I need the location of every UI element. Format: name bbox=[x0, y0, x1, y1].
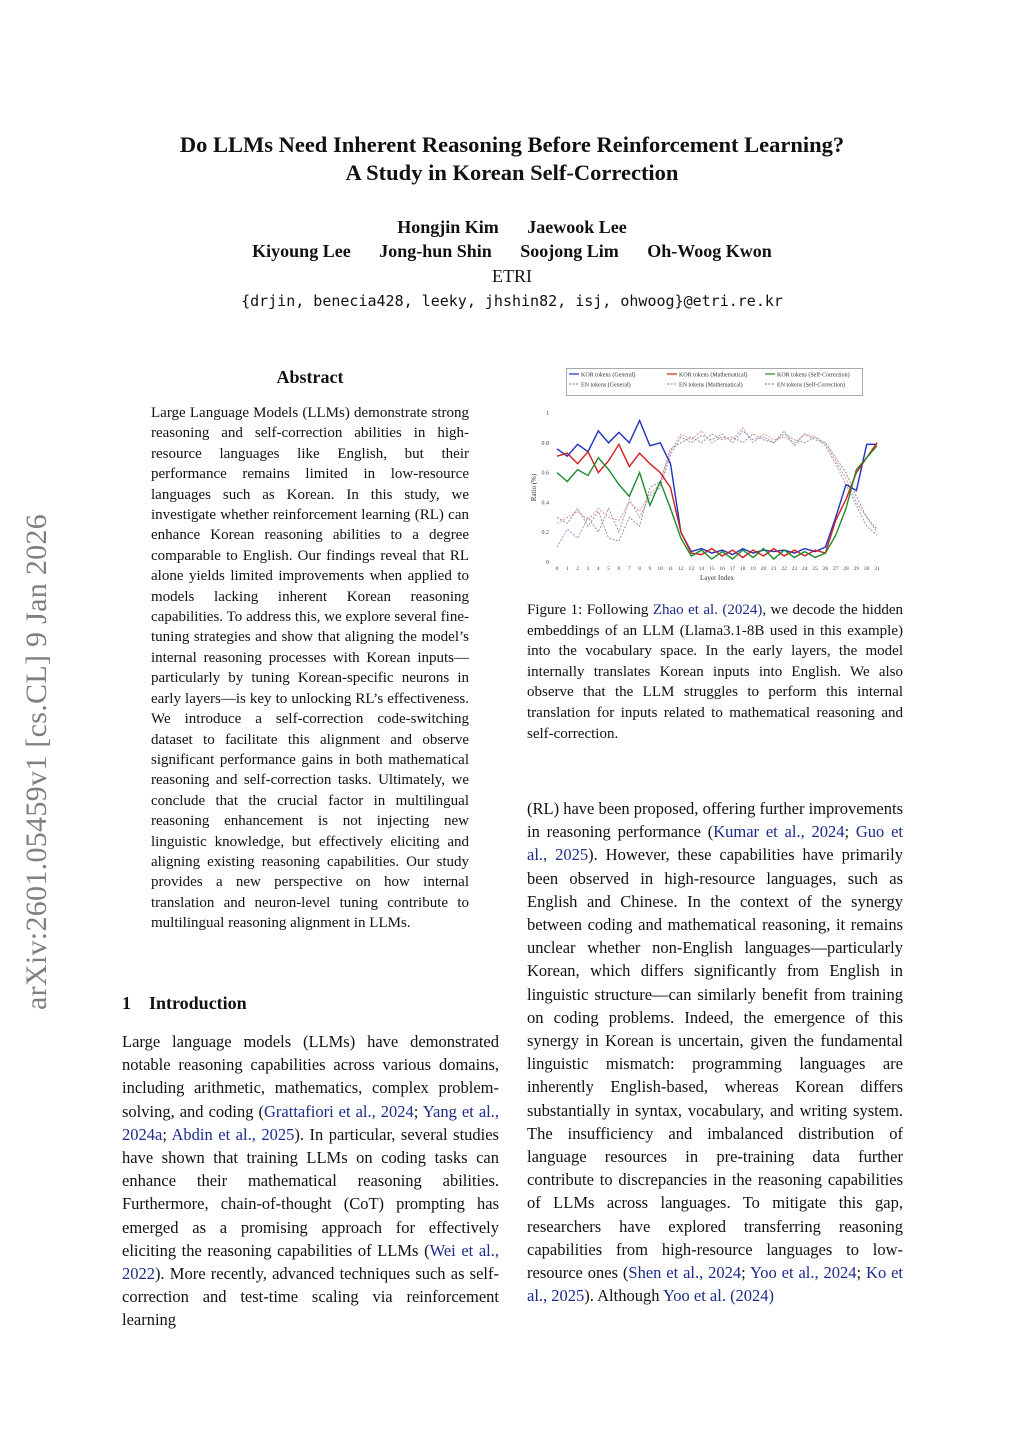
y-tick-label: 0.8 bbox=[541, 440, 549, 447]
abstract-text: Large Language Models (LLMs) demonstrate strong reasoning and self-correction abilities in high-resource languages like English, but their performance remains limited in low-resource languages such as Korean. In this study, we investigate whether reinforcement learning (RL) can enhance Korean reasoning abilities to a degree comparable to English. Our findings reveal that RL alone yields limited improvements when applied to models lacking inherent Korean reasoning capabilities. To address this, we explore several fine-tuning strategies and show that aligning the model’s internal reasoning processes with Korean inputs—particularly by tuning Korean-specific neurons in early layers—is key to unlocking RL’s effectiveness. We introduce a self-correction code-switching dataset to facilitate this alignment and observe significant performance gains in both mathematical reasoning and self-correction tasks. Ultimately, we conclude that the crucial factor in multilingual reasoning enhancement is not injecting new linguistic knowledge, but effectively eliciting and aligning existing reasoning capabilities. Our study provides a new perspective on how internal translation and neuron-level tuning contribute to multilingual reasoning alignment in LLMs. bbox=[151, 405, 469, 932]
body-text: ; bbox=[162, 1124, 172, 1144]
body-text: ; bbox=[856, 1263, 867, 1283]
x-tick-label: 5 bbox=[607, 566, 610, 572]
legend-label: EN tokens (Self-Correction) bbox=[777, 382, 845, 389]
x-tick-label: 10 bbox=[657, 566, 663, 572]
citation-link[interactable]: Guo et al., 2025 bbox=[527, 822, 903, 865]
x-tick-label: 7 bbox=[627, 566, 631, 572]
x-tick-label: 0 bbox=[555, 566, 559, 572]
x-tick-label: 3 bbox=[586, 566, 590, 572]
body-text: ). However, these capabilities have primarily been observed in high-resource languages, such as English and Chinese. In the context of the synergy between coding and mathematical reasoning, it remains unclear whether non-English languages—particularly Korean, which differs significantly from English in linguistic structure—can similarly benefit from training on coding problems. Indeed, the emergence of this synergy in Korean is uncertain, given the fundamental linguistic mismatch: programming languages are inherently English-based, whereas Korean differs substantially in syntax, vocabulary, and writing system. The insufficiency and imbalanced distribution of language resources in pre-training data further contribute to discrepancies in the reasoning capabilities of LLMs across languages. To mitigate this gap, researchers have explored transferring reasoning capabilities from high-resource languages to low-resource ones ( bbox=[527, 845, 903, 1283]
author-name: Soojong Lim bbox=[520, 241, 619, 261]
citation-link[interactable]: Zhao et al. (2024) bbox=[652, 602, 763, 618]
title-line-2: A Study in Korean Self-Correction bbox=[345, 160, 679, 185]
x-tick-label: 26 bbox=[822, 566, 829, 572]
x-tick-label: 9 bbox=[648, 566, 652, 572]
abstract-heading: Abstract bbox=[276, 367, 344, 387]
author-emails: {drjin, benecia428, leeky, jhshin82, isj, ohwoog}@etri.re.kr bbox=[241, 292, 783, 310]
section-heading bbox=[122, 993, 247, 1014]
citation-link[interactable]: Shen et al., 2024 bbox=[628, 1263, 742, 1283]
body-text: (RL) have been proposed, offering further improvements in reasoning performance ( bbox=[527, 799, 903, 842]
x-tick-label: 21 bbox=[771, 566, 777, 572]
body-text: ). More recently, advanced techniques such as self-correction and test-time scaling via reinforcement learning bbox=[122, 1264, 499, 1330]
author-name: Kiyoung Lee bbox=[252, 241, 351, 261]
x-tick-label: 4 bbox=[596, 566, 600, 572]
body-text: ; bbox=[844, 822, 856, 842]
y-axis-label: Ratio (%) bbox=[530, 473, 538, 502]
body-text: ). In particular, several studies have shown that training LLMs on coding tasks can enhance their mathematical reasoning abilities. Furthermore, chain-of-thought (CoT) prompting has emerged as a promising approach for effectively eliciting the reasoning capabilities of LLMs ( bbox=[122, 1124, 499, 1260]
authors-row-2 bbox=[0, 241, 1024, 262]
citation-link[interactable]: Kumar et al., 2024 bbox=[713, 822, 845, 842]
figure-1-chart bbox=[527, 365, 903, 585]
authors-row-1 bbox=[0, 217, 1024, 238]
x-tick-label: 29 bbox=[853, 566, 860, 572]
section-number: 1 bbox=[122, 993, 131, 1013]
author-name: Oh-Woog Kwon bbox=[647, 241, 772, 261]
x-tick-label: 1 bbox=[565, 566, 569, 572]
legend-label: KOR tokens (General) bbox=[581, 372, 636, 379]
citation-link[interactable]: Yang et al., 2024a bbox=[122, 1101, 499, 1144]
x-tick-label: 27 bbox=[832, 566, 839, 572]
legend-label: EN tokens (Mathematical) bbox=[679, 382, 743, 389]
y-tick-label: 0.4 bbox=[541, 500, 549, 507]
x-tick-label: 16 bbox=[719, 566, 725, 572]
section-title: Introduction bbox=[149, 993, 247, 1013]
x-tick-label: 14 bbox=[698, 566, 705, 572]
x-tick-label: 17 bbox=[729, 566, 736, 572]
x-tick-label: 24 bbox=[801, 566, 808, 572]
body-text: ; bbox=[413, 1101, 423, 1121]
y-tick-label: 0.6 bbox=[541, 470, 549, 477]
body-text: ; bbox=[741, 1263, 751, 1283]
x-tick-label: 12 bbox=[678, 566, 684, 572]
legend-label: KOR tokens (Self-Correction) bbox=[777, 372, 850, 379]
x-tick-label: 23 bbox=[791, 566, 798, 572]
x-tick-label: 18 bbox=[740, 566, 746, 572]
body-text: Large language models (LLMs) have demonstrated notable reasoning capabilities across various domains, including arithmetic, mathematics, complex problem-solving, and coding ( bbox=[122, 1032, 499, 1121]
citation-link[interactable]: Wei et al., 2022 bbox=[122, 1240, 499, 1284]
title-line-1: Do LLMs Need Inherent Reasoning Before Reinforcement Learning? bbox=[179, 132, 845, 157]
x-axis-label: Layer Index bbox=[699, 574, 735, 582]
x-tick-label: 25 bbox=[812, 566, 818, 572]
x-tick-label: 20 bbox=[760, 566, 767, 572]
intro-paragraph-left bbox=[122, 1030, 499, 1332]
paper-title bbox=[0, 131, 1024, 187]
legend-label: EN tokens (General) bbox=[581, 382, 631, 389]
x-tick-label: 8 bbox=[638, 566, 641, 572]
x-tick-label: 22 bbox=[781, 566, 787, 572]
series-line-0 bbox=[557, 421, 877, 555]
x-tick-label: 15 bbox=[709, 566, 715, 572]
legend-label: KOR tokens (Mathematical) bbox=[679, 372, 748, 379]
body-text: Figure 1: Following bbox=[527, 602, 653, 618]
citation-link[interactable]: Grattafiori et al., 2024 bbox=[264, 1101, 414, 1121]
citation-link[interactable]: Abdin et al., 2025 bbox=[171, 1124, 295, 1144]
x-tick-label: 6 bbox=[617, 566, 621, 572]
y-tick-label: 0 bbox=[546, 560, 549, 566]
series-line-1 bbox=[557, 443, 877, 558]
author-name: Jong-hun Shin bbox=[379, 241, 492, 261]
x-tick-label: 19 bbox=[750, 566, 756, 572]
y-tick-label: 0.2 bbox=[541, 530, 549, 537]
x-tick-label: 11 bbox=[667, 566, 674, 572]
figure-1-caption bbox=[527, 600, 903, 744]
x-tick-label: 13 bbox=[688, 566, 694, 572]
x-tick-label: 30 bbox=[863, 566, 870, 572]
x-tick-label: 2 bbox=[576, 566, 580, 572]
y-tick-label: 1 bbox=[546, 411, 549, 417]
author-name: Hongjin Kim bbox=[397, 217, 499, 237]
body-text: , we decode the hidden embeddings of an LLM (Llama3.1-8B used in this example) into the vocabulary space. In the early layers, the model internally translates Korean inputs into English. We also observe that the LLM struggles to perform this internal translation for inputs related to mathematical reasoning and self-correction. bbox=[527, 602, 903, 742]
citation-link[interactable]: Ko et al., 2025 bbox=[527, 1263, 903, 1306]
series-line-5 bbox=[557, 431, 877, 541]
author-name: Jaewook Lee bbox=[527, 217, 627, 237]
x-tick-label: 31 bbox=[874, 566, 880, 572]
x-tick-label: 28 bbox=[843, 566, 849, 572]
citation-link[interactable]: Yoo et al., 2024 bbox=[750, 1263, 857, 1283]
intro-paragraph-right bbox=[527, 797, 903, 1307]
arxiv-identifier: arXiv:2601.05459v1 [cs.CL] 9 Jan 2026 bbox=[20, 513, 53, 1010]
citation-link[interactable]: Yoo et al. (2024) bbox=[662, 1286, 775, 1306]
affiliation: ETRI bbox=[492, 266, 532, 286]
body-text: ). Although bbox=[584, 1286, 663, 1306]
